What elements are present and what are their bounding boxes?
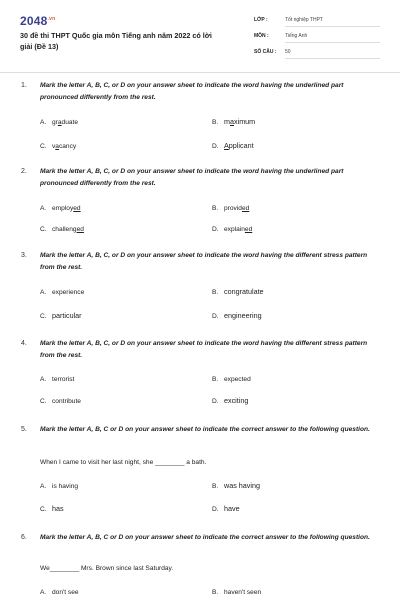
meta-label-class: LỚP : xyxy=(254,17,268,23)
option-text: employed xyxy=(52,205,81,212)
option-letter: C. xyxy=(40,313,47,320)
option-letter: A. xyxy=(40,483,47,490)
header xyxy=(0,0,400,73)
option-b[interactable] xyxy=(212,287,264,296)
option-a[interactable] xyxy=(40,203,81,212)
question-text: Mark the letter A, B, C, or D on your answer sheet to indicate the word having the underlined part pronounced differently from the rest. xyxy=(40,82,344,101)
option-letter: C. xyxy=(40,398,47,405)
option-a[interactable] xyxy=(40,587,79,596)
question-number: 6. xyxy=(21,534,27,541)
option-text: provided xyxy=(224,205,250,212)
question-number: 2. xyxy=(21,168,27,175)
option-d[interactable] xyxy=(212,141,254,150)
option-letter: C. xyxy=(40,143,47,150)
option-b[interactable] xyxy=(212,203,249,212)
option-d[interactable] xyxy=(212,224,252,233)
option-letter: B. xyxy=(212,376,219,383)
logo-text: 2048 xyxy=(20,14,48,28)
option-text: was having xyxy=(224,481,260,490)
option-text: have xyxy=(224,504,240,513)
question-text: Mark the letter A, B, C, or D on your answer sheet to indicate the word having the different stress pattern from the rest. xyxy=(40,252,368,271)
option-text: vacancy xyxy=(52,143,77,150)
option-letter: D. xyxy=(212,506,219,513)
option-text: particular xyxy=(52,311,82,320)
option-letter: B. xyxy=(212,205,219,212)
question-text: Mark the letter A, B, C or D on your answer sheet to indicate the correct answer to the following question. xyxy=(40,426,370,433)
option-text: exciting xyxy=(224,396,249,405)
option-a[interactable] xyxy=(40,117,78,126)
question-text: Mark the letter A, B, C or D on your answer sheet to indicate the correct answer to the following question. xyxy=(40,534,370,541)
option-letter: C. xyxy=(40,506,47,513)
meta-label-subject: MÔN : xyxy=(254,33,269,39)
option-b[interactable] xyxy=(212,587,261,596)
option-letter: C. xyxy=(40,226,47,233)
option-a[interactable] xyxy=(40,374,74,383)
option-b[interactable] xyxy=(212,374,251,383)
option-letter: A. xyxy=(40,589,47,596)
option-text: terrorist xyxy=(52,376,75,383)
option-text: challenged xyxy=(52,226,84,233)
option-text: Applicant xyxy=(224,141,254,150)
question-number: 1. xyxy=(21,82,27,89)
option-letter: B. xyxy=(212,589,219,596)
question-stem: When I came to visit her last night, she ________ a bath. xyxy=(40,459,207,466)
option-text: explained xyxy=(224,226,253,233)
option-text: haven't seen xyxy=(224,589,262,596)
option-letter: D. xyxy=(212,398,219,405)
meta-value-count: 50 xyxy=(285,49,380,59)
option-c[interactable] xyxy=(40,224,84,233)
option-c[interactable] xyxy=(40,311,82,320)
question-text: Mark the letter A, B, C, or D on your answer sheet to indicate the word having the different stress pattern from the rest. xyxy=(40,340,368,359)
option-letter: A. xyxy=(40,205,47,212)
option-letter: D. xyxy=(212,313,219,320)
option-b[interactable] xyxy=(212,117,255,126)
option-a[interactable] xyxy=(40,287,84,296)
logo[interactable] xyxy=(20,14,55,28)
option-c[interactable] xyxy=(40,396,81,405)
question-number: 4. xyxy=(21,340,27,347)
question-number: 5. xyxy=(21,426,27,433)
option-text: is having xyxy=(52,483,79,490)
option-c[interactable] xyxy=(40,141,76,150)
meta-value-class: Tốt nghiệp THPT xyxy=(285,17,380,27)
question-text: Mark the letter A, B, C, or D on your answer sheet to indicate the word having the underlined part pronounced differently from the rest. xyxy=(40,168,344,187)
option-c[interactable] xyxy=(40,504,64,513)
option-letter: A. xyxy=(40,289,47,296)
option-letter: A. xyxy=(40,376,47,383)
option-letter: D. xyxy=(212,143,219,150)
question-stem: We________ Mrs. Brown since last Saturday. xyxy=(40,565,174,572)
page-title: 30 đề thi THPT Quốc gia môn Tiếng anh năm 2022 có lời giải (Đề 13) xyxy=(20,31,212,51)
option-b[interactable] xyxy=(212,481,260,490)
option-text: graduate xyxy=(52,119,79,126)
option-text: expected xyxy=(224,376,251,383)
option-letter: B. xyxy=(212,119,219,126)
option-text: contribute xyxy=(52,398,81,405)
option-d[interactable] xyxy=(212,504,240,513)
option-letter: A. xyxy=(40,119,47,126)
logo-suffix: .vn xyxy=(47,16,56,22)
option-letter: B. xyxy=(212,483,219,490)
option-letter: D. xyxy=(212,226,219,233)
option-text: experience xyxy=(52,289,85,296)
option-text: engineering xyxy=(224,311,262,320)
question-number: 3. xyxy=(21,252,27,259)
option-letter: B. xyxy=(212,289,219,296)
option-d[interactable] xyxy=(212,396,248,405)
option-text: congratulate xyxy=(224,287,264,296)
option-d[interactable] xyxy=(212,311,262,320)
option-text: don't see xyxy=(52,589,79,596)
option-text: has xyxy=(52,504,64,513)
meta-value-subject: Tiếng Anh xyxy=(285,33,380,43)
option-a[interactable] xyxy=(40,481,78,490)
meta-label-count: SỐ CÂU : xyxy=(254,49,277,55)
option-text: maximum xyxy=(224,117,256,126)
